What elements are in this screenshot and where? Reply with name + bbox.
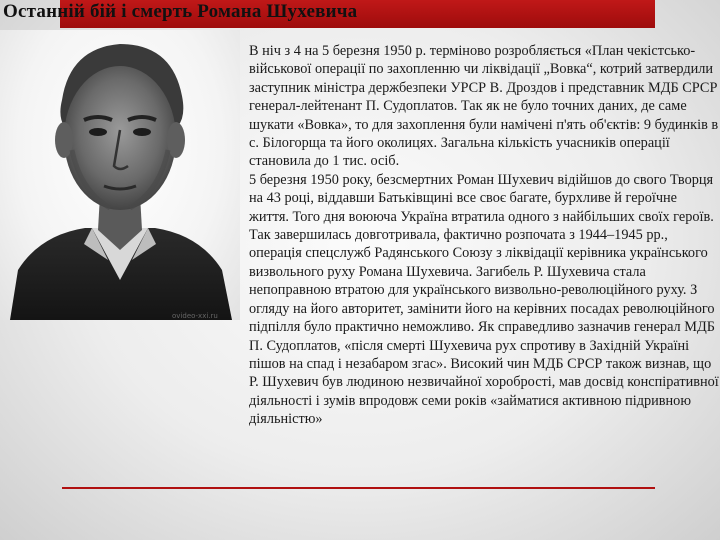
paragraph-death: 5 березня 1950 року, безсмертних Роман Шухевич відійшов до свого Творця на 43 році, віддавши Батьківщині все своє багате, бурхливе й героїчне життя. Того дня воююча Україна втратила одного з найбільших своїх героїв. Так завершилась довготривала, фактично розпочата з 1944–1945 рр., операція спецслужб Радянського Союзу з ліквідації керівника українського визвольного руху Романа Шухевича. Загибель Р. Шухевича стала непоправною втратою для українського визвольно-революційного руху. З огляду на його авторитет, замінити його на керівних посадах революційного підпілля було практично неможливо. Як справедливо зазначив генерал МДБ П. Судоплатов, «після смерті Шухевича рух спротиву в Західній Україні пішов на спад і незабаром згас». Високий чин МДБ СРСР також визнав, що Р. Шухевич був людиною незвичайної хоробрості, мав досвід конспіративної діяльності і зумів впродовж семи років «займатися активною підривною діяльністю» bbox=[249, 171, 719, 428]
bottom-divider bbox=[62, 487, 655, 489]
portrait-illustration bbox=[0, 30, 240, 320]
photo-watermark: ovideo-xxi.ru bbox=[172, 312, 218, 320]
body-text bbox=[249, 42, 719, 429]
portrait-photo bbox=[0, 30, 240, 320]
slide-title: Останній бій і смерть Романа Шухевича bbox=[3, 1, 358, 22]
paragraph-operation-plan: В ніч з 4 на 5 березня 1950 р. терміново розробляється «План чекістсько-військової операції по захопленню чи ліквідації „Вовка“, котрий затвердили заступник міністра держбезпеки УРСР В. Дроздов і представник МДБ СРСР генерал-лейтенант П. Судоплатов. Так як не було точних даних, де саме шукати «Вовка», то для захоплення були намічені п'ять об'єктів: 9 будинків в с. Білогорща та його околицях. Загальна кількість учасників операції становила до 1 тис. осіб. bbox=[249, 43, 719, 170]
